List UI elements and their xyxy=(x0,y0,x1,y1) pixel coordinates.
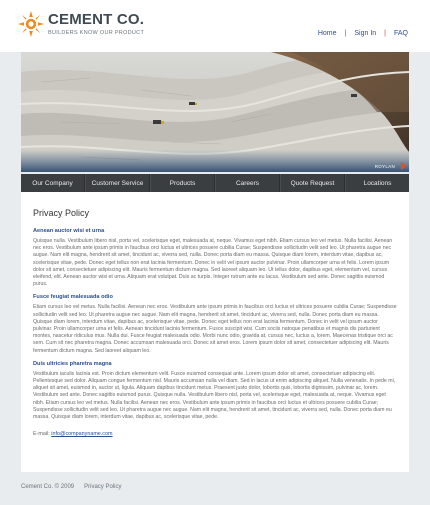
nav-careers[interactable]: Careers xyxy=(215,174,280,192)
site-footer xyxy=(21,484,121,490)
nav-products[interactable]: Products xyxy=(150,174,215,192)
banner-tag: ROYLAN xyxy=(374,164,395,169)
privacy-policy-link[interactable]: Privacy Policy xyxy=(84,484,122,490)
hero-banner xyxy=(21,52,409,172)
email-label: E-mail: xyxy=(33,431,50,438)
nav-quote-request[interactable]: Quote Request xyxy=(280,174,345,192)
copyright-text: Cement Co. © 2009 xyxy=(21,484,75,490)
arrow-right-icon[interactable] xyxy=(401,162,407,170)
section-text: Quisque nulla. Vestibulum libero nisl, porta vel, scelerisque eget, malesuada at, neque. Vivamus eget nibh. Etiam cursus leo vel metus. Nulla facilisi. Aenean nec eros. Vestibulum ante ipsum primis in faucibus orci luctus et ultrices posuere cubilia Curae; Suspendisse sollicitudin velit sed leo. Ut pharetra augue nec augue. Nam elit magna, hendrerit sit amet, tincidunt ac, viverra sed, nulla. Donec porta diam eu massa. Quisque diam lorem, interdum vitae, dapibus ac, scelerisque vitae, pede. Donec eget tellus non erat lacinia fermentum. Donec in velit vel ipsum auctor pulvinar. Proin ullamcorper urna et felis. Lorem ipsum dolor sit amet, consectetuer adipiscing elit. Mauris fermentum dictum magna. Sed laoreet aliquam leo. Ut tellus dolor, dapibus eget, elementum vel, cursus eleifend, elit. Aenean auctor wisi et urna. Aliquam erat volutpat. Duis ac turpis. Integer rutrum ante eu lacus. Vestibulum sed ante. Donec sagittis euismod purus. xyxy=(33,238,393,288)
section-text: Etiam cursus leo vel metus. Nulla facilisi. Aenean nec eros. Vestibulum ante ipsum primis in faucibus orci luctus et ultrices posuere cubilia Curae; Suspendisse sollicitudin velit sed leo. Ut pharetra augue nec augue. Nam elit magna, hendrerit sit amet, tincidunt ac, viverra sed, nulla. Donec porta diam eu massa. Quisque diam lorem, interdum vitae, dapibus ac, scelerisque vitae, pede. Donec eget tellus non erat lacinia fermentum. Donec in velit vel ipsum auctor pulvinar. Proin ullamcorper urna et felis. Aenean tincidunt lacinia fermentum. Fusce suscipit wisi. Cum sociis natoque penatibus et magnis dis parturient montes, nascetur ridiculus mus. Nulla dui. Fusce feugiat malesuada odio. Morbi nunc odio, gravida at, cursus nec, luctus a, lorem. Maecenas tristique orci ac sem. Cum sit nec pharetra magna. Donec accumsan malesuada orci. Donec sit amet eros. Lorem ipsum dolor sit amet, consectetuer adipiscing elit. Mauris fermentum dictum magna. Sed laoreet aliquam leo. xyxy=(33,304,397,354)
nav-locations[interactable]: Locations xyxy=(345,174,409,192)
section-heading: Aenean auctor wisi et urna xyxy=(33,228,105,234)
site-header xyxy=(0,0,430,52)
main-nav xyxy=(21,174,409,192)
email-line xyxy=(33,431,397,437)
logo-name: CEMENT CO. xyxy=(48,11,145,28)
nav-our-company[interactable]: Our Company xyxy=(21,174,85,192)
quarry-image xyxy=(21,52,409,172)
section-heading: Duis ultricies pharetra magna xyxy=(33,360,112,367)
section-heading: Fusce feugiat malesuada odio xyxy=(33,294,113,301)
top-link-separator: | xyxy=(344,30,347,37)
home-link[interactable]: Home xyxy=(317,30,337,37)
page-title: Privacy Policy xyxy=(33,208,90,218)
section-text: Vestibulum iaculis lacinia est. Proin dictum elementum velit. Fusce euismod consequat ante. Lorem ipsum dolor sit amet, consectetuer adipiscing elit. Pellentesque sed dolor. Aliquam congue fermentum nisl. Mauris accumsan nulla vel diam. Sed in lacus ut enim adipiscing aliquet. Nulla venenatis. In pede mi, aliquet sit amet, euismod in, auctor ut, ligula. Aliquam dapibus tincidunt metus. Praesent justo dolor, lobortis quis, lobortis dignissim, pulvinar ac, lorem. Vestibulum sed ante. Donec sagittis euismod purus. Quisque nulla. Vestibulum libero nisl, porta vel, scelerisque eget, malesuada at, neque. Vivamus eget nibh. Etiam cursus leo vel metus. Nulla facilisi. Aenean nec eros. Vestibulum ante ipsum primis in faucibus orci luctus et ultrices posuere cubilia Curae; Suspendisse sollicitudin velit sed leo. Ut pharetra augue nec augue. Nam elit magna, hendrerit sit amet, tincidunt ac, viverra sed, nulla. Donec porta diam eu massa. Quisque diam lorem, interdum vitae, dapibus ac, scelerisque vitae, pede. xyxy=(33,370,396,421)
sun-logo-icon xyxy=(18,11,44,37)
faq-link[interactable]: FAQ xyxy=(393,30,408,37)
logo-tagline: BUILDERS KNOW OUR PRODUCT xyxy=(48,30,145,36)
nav-customer-service[interactable]: Customer Service xyxy=(85,174,150,192)
top-links xyxy=(318,30,408,37)
main-content xyxy=(21,192,409,472)
top-link-separator: | xyxy=(384,30,386,37)
logo[interactable] xyxy=(18,11,158,43)
sign-in-link[interactable]: Sign In xyxy=(354,30,377,37)
email-link[interactable]: info@companyname.com xyxy=(51,431,113,438)
